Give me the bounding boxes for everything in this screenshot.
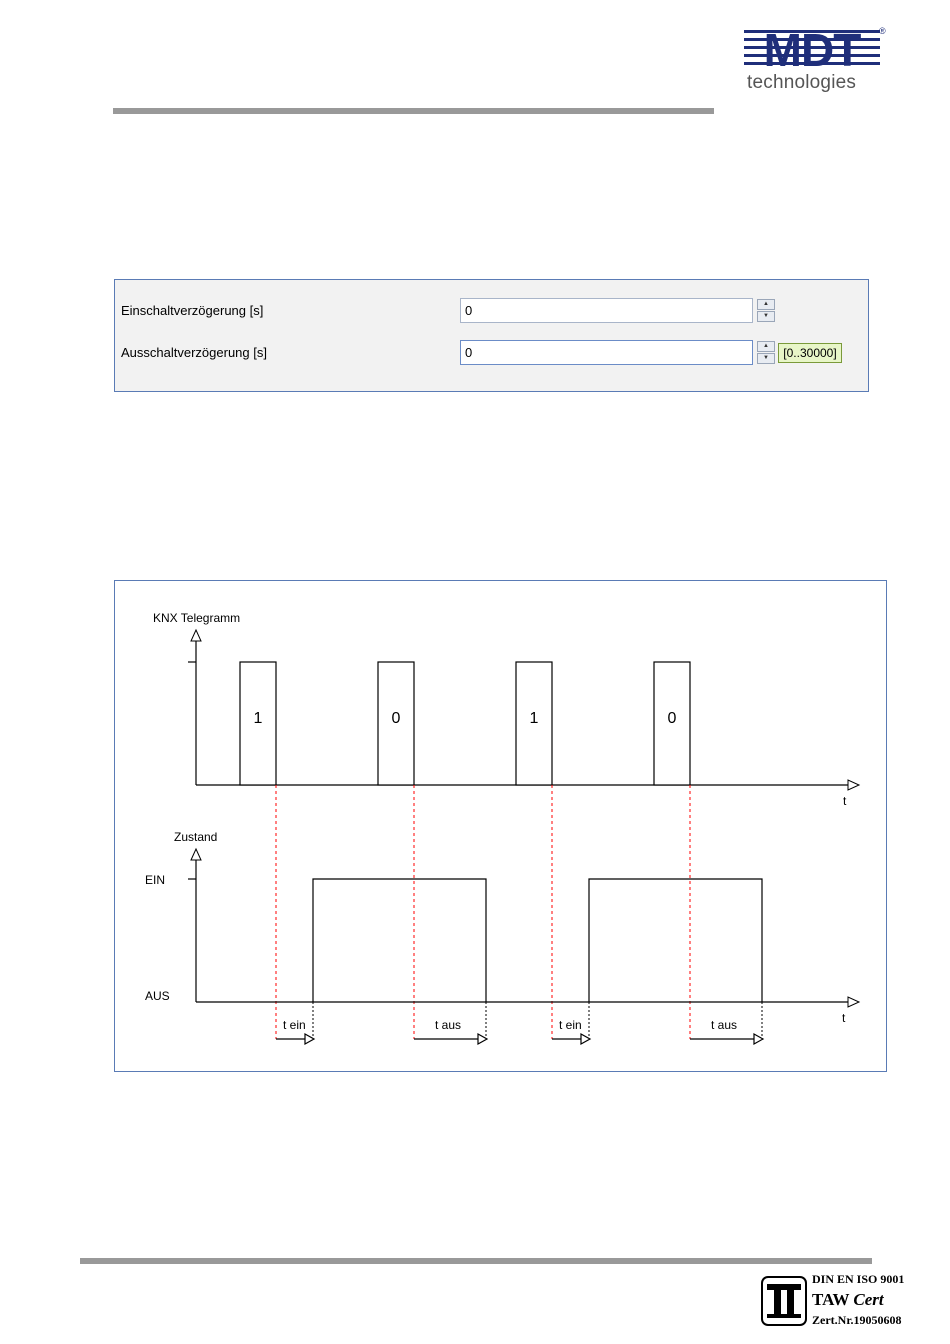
telegram-x-arrow [848,780,859,790]
cert-standard: DIN EN ISO 9001 [812,1272,905,1286]
delay-markers [313,1002,762,1039]
state-axis-label: Zustand [174,830,218,844]
spin-down-icon[interactable]: ▼ [757,353,775,364]
certification-badge [761,1272,921,1332]
range-hint-badge: [0..30000] [778,343,842,363]
state-time-label: t [842,1011,846,1025]
switch-off-delay-input[interactable] [460,340,753,365]
spin-down-icon[interactable]: ▼ [757,311,775,322]
switch-off-delay-label: Ausschaltverzögerung [s] [121,345,267,360]
delay-label: t ein [283,1018,306,1032]
telegram-axis-label: KNX Telegramm [153,611,241,625]
cert-number: Zert.Nr.19050608 [812,1313,902,1327]
parameter-panel [114,279,869,392]
footer-rule [80,1258,872,1264]
switch-on-delay-input[interactable] [460,298,753,323]
telegram-time-label: t [843,794,847,808]
header-rule [113,108,714,114]
delay-label: t aus [711,1018,738,1032]
state-pulses [313,879,762,1002]
state-y-arrow [191,849,201,860]
timing-diagram [114,580,887,1072]
mdt-logo-mark [744,26,880,72]
state-pulse [313,879,486,1002]
dashed-guides [276,785,690,1039]
pulse-value: 1 [253,710,263,727]
delay-label: t ein [559,1018,582,1032]
state-off-label: AUS [145,989,170,1003]
switch-on-delay-spinner[interactable] [757,299,775,323]
logo-brand: MDT [763,26,861,72]
mdt-logo [744,26,889,98]
timing-diagram-svg [115,581,888,1073]
state-on-label: EIN [145,873,166,887]
cert-issuer: TAW Cert [812,1290,884,1309]
switch-off-delay-spinner[interactable] [757,341,775,365]
pulse-value: 0 [391,710,401,727]
switch-on-delay-label: Einschaltverzögerung [s] [121,303,264,318]
telegram-y-arrow [191,630,201,641]
pulse-value: 0 [667,710,677,727]
spin-up-icon[interactable]: ▲ [757,299,775,310]
taw-cert-seal-icon [761,1276,807,1326]
spin-up-icon[interactable]: ▲ [757,341,775,352]
pulse-value: 1 [529,710,539,727]
state-x-arrow [848,997,859,1007]
registered-mark: ® [879,26,886,36]
logo-subtitle: technologies [747,72,857,93]
state-pulse [589,879,762,1002]
delay-label: t aus [435,1018,462,1032]
telegram-pulses [240,662,690,785]
